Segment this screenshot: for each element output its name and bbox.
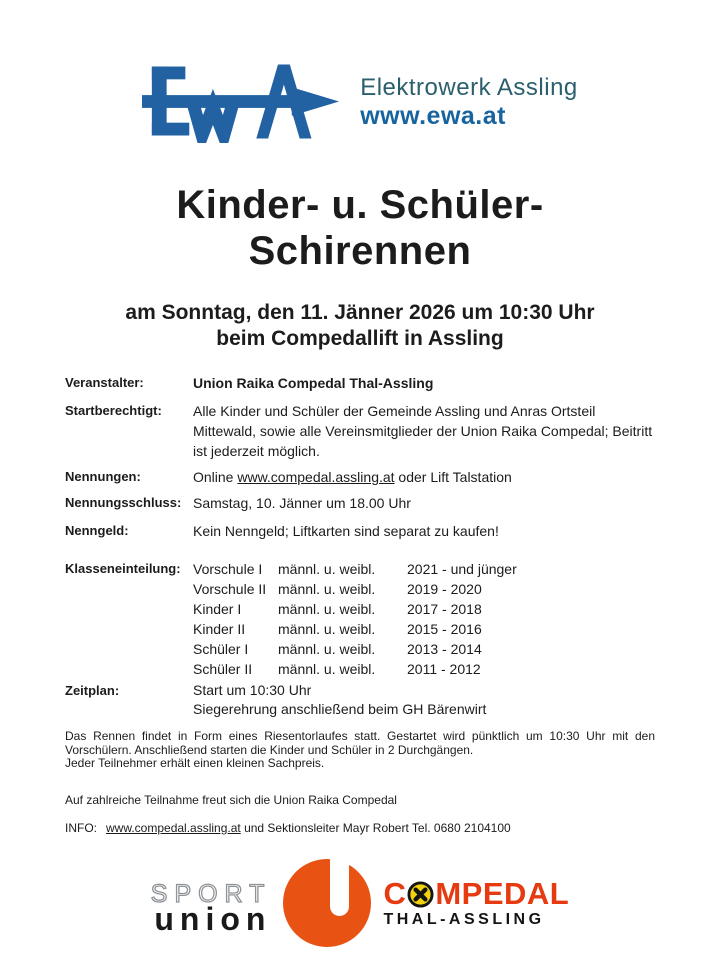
class-name: Kinder II bbox=[193, 621, 246, 637]
row-nenngeld bbox=[65, 521, 655, 541]
class-gender: männl. u. weibl. bbox=[278, 601, 376, 617]
class-years: 2015 - 2016 bbox=[407, 621, 482, 637]
subtitle-line-2: beim Compedallift in Assling bbox=[216, 327, 504, 350]
row-veranstalter bbox=[65, 373, 655, 393]
class-gender: männl. u. weibl. bbox=[278, 621, 376, 637]
row-nennungen bbox=[65, 467, 655, 487]
compedal-wordmark bbox=[383, 876, 570, 911]
class-row bbox=[193, 579, 655, 599]
row-zeitplan bbox=[65, 681, 655, 719]
title-line-2: Schirennen bbox=[248, 229, 472, 273]
nennungen-suffix: oder Lift Talstation bbox=[394, 469, 512, 485]
class-row bbox=[193, 639, 655, 659]
info-line bbox=[65, 822, 655, 836]
value-veranstalter: Union Raika Compedal Thal-Assling bbox=[193, 375, 434, 391]
sport-text: SPORT bbox=[150, 879, 272, 908]
label-klasseneinteilung: Klasseneinteilung: bbox=[65, 561, 181, 576]
sportunion-logo bbox=[150, 879, 272, 937]
class-years: 2011 - 2012 bbox=[407, 661, 481, 677]
prize-note: Jeder Teilnehmer erhält einen kleinen Sachpreis. bbox=[65, 756, 325, 770]
value-nennungen bbox=[193, 467, 655, 487]
class-row bbox=[193, 619, 655, 639]
brand-name: Elektrowerk Assling bbox=[360, 74, 578, 101]
class-row bbox=[193, 659, 655, 679]
label-startberechtigt: Startberechtigt: bbox=[65, 403, 162, 418]
ewa-logo-icon bbox=[142, 61, 344, 143]
class-name: Vorschule II bbox=[193, 581, 267, 597]
compedal-subtitle: THAL-ASSLING bbox=[383, 911, 545, 928]
nennungen-prefix: Online bbox=[193, 469, 238, 485]
row-startberechtigt bbox=[65, 401, 655, 461]
label-zeitplan: Zeitplan: bbox=[65, 683, 120, 698]
label-nenngeld: Nenngeld: bbox=[65, 523, 129, 538]
zeitplan-start: Start um 10:30 Uhr bbox=[193, 682, 312, 698]
compedal-logo bbox=[383, 876, 570, 930]
class-gender: männl. u. weibl. bbox=[278, 561, 376, 577]
subtitle-line-1: am Sonntag, den 11. Jänner 2026 um 10:30 Uhr bbox=[125, 301, 595, 324]
row-nennungsschluss bbox=[65, 493, 655, 513]
label-nennungen: Nennungen: bbox=[65, 469, 141, 484]
union-u-icon bbox=[283, 853, 371, 949]
race-description: Das Rennen findet in Form eines Riesentorlaufes statt. Gestartet wird pünktlich um 10:30 Uhr mit den Vorschülern. Anschließend starten die Kinder und Schüler in 2 Durchgängen. bbox=[65, 729, 655, 757]
class-gender: männl. u. weibl. bbox=[278, 661, 376, 677]
union-text: union bbox=[154, 900, 272, 937]
value-nennungsschluss: Samstag, 10. Jänner um 18.00 Uhr bbox=[193, 495, 411, 511]
class-name: Schüler II bbox=[193, 661, 253, 677]
class-name: Schüler I bbox=[193, 641, 249, 657]
class-years: 2021 - und jünger bbox=[407, 561, 517, 577]
brand-block bbox=[360, 74, 578, 130]
value-startberechtigt: Alle Kinder und Schüler der Gemeinde Assling und Anras Ortsteil Mittewald, sowie alle Vereinsmitglieder der Union Raika Compedal; Beitritt ist jederzeit möglich. bbox=[193, 403, 653, 459]
header bbox=[0, 56, 720, 148]
info-contact: und Sektionsleiter Mayr Robert Tel. 0680 2104100 bbox=[240, 821, 511, 835]
class-table bbox=[193, 559, 655, 679]
class-name: Kinder I bbox=[193, 601, 242, 617]
class-gender: männl. u. weibl. bbox=[278, 641, 376, 657]
label-veranstalter: Veranstalter: bbox=[65, 375, 144, 390]
value-nenngeld: Kein Nenngeld; Liftkarten sind separat zu kaufen! bbox=[193, 523, 499, 539]
page-title bbox=[0, 182, 720, 274]
row-klasseneinteilung bbox=[65, 559, 655, 679]
label-nennungsschluss: Nennungsschluss: bbox=[65, 495, 182, 510]
title-line-1: Kinder- u. Schüler- bbox=[176, 183, 544, 227]
details-section bbox=[65, 373, 655, 719]
class-years: 2013 - 2014 bbox=[407, 641, 482, 657]
class-row bbox=[193, 599, 655, 619]
event-datetime bbox=[0, 300, 720, 352]
class-row bbox=[193, 559, 655, 579]
brand-website-link[interactable]: www.ewa.at bbox=[360, 102, 506, 130]
compedal-c: C bbox=[383, 876, 407, 911]
thanks-line: Auf zahlreiche Teilnahme freut sich die Union Raika Compedal bbox=[65, 792, 397, 807]
compedal-rest: MPEDAL bbox=[435, 876, 570, 911]
info-website-link[interactable]: www.compedal.assling.at bbox=[106, 821, 241, 835]
info-label: INFO: bbox=[65, 821, 97, 835]
zeitplan-siegerehrung: Siegerehrung anschließend beim GH Bärenwirt bbox=[193, 701, 487, 717]
class-years: 2019 - 2020 bbox=[407, 581, 482, 597]
class-name: Vorschule I bbox=[193, 561, 263, 577]
raika-cross-icon bbox=[407, 881, 434, 908]
footer-logos bbox=[0, 853, 720, 949]
value-zeitplan bbox=[193, 681, 655, 719]
class-years: 2017 - 2018 bbox=[407, 601, 482, 617]
nennungen-website-link[interactable]: www.compedal.assling.at bbox=[237, 469, 395, 485]
class-gender: männl. u. weibl. bbox=[278, 581, 376, 597]
